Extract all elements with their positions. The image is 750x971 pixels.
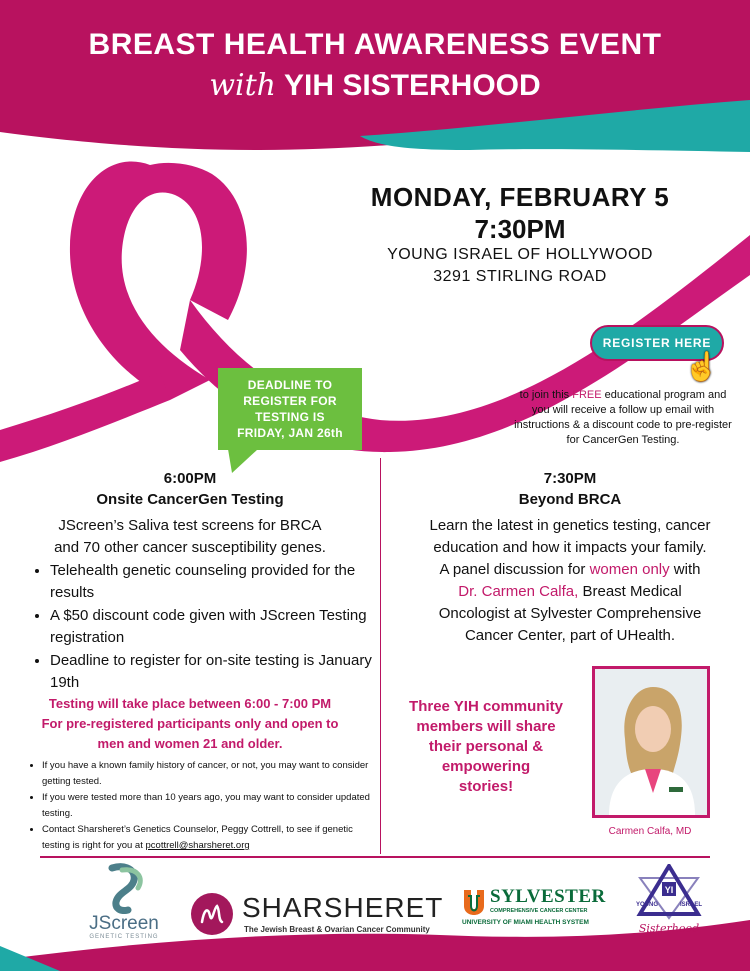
sylvester-subtitle: COMPREHENSIVE CANCER CENTER: [490, 908, 588, 914]
event-title: BREAST HEALTH AWARENESS EVENT: [88, 28, 662, 61]
testing-note-line-1: Testing will take place between 6:00 - 7:00 PM: [48, 696, 332, 711]
right-session-title: Beyond BRCA: [518, 491, 622, 508]
list-item: • A $50 discount code given with JScreen Testing registration: [50, 605, 380, 649]
photo-caption: Carmen Calfa, MD: [608, 826, 692, 837]
deadline-line-1: DEADLINE TO: [247, 378, 333, 392]
left-intro-line-1: JScreen’s Saliva test screens for BRCA: [58, 517, 322, 534]
jscreen-tagline: GENETIC TESTING: [89, 934, 159, 940]
list-item: [42, 822, 382, 854]
event-date: MONDAY, FEBRUARY 5: [370, 182, 670, 212]
svg-text:YI: YI: [664, 885, 674, 895]
women-only-highlight: women only: [589, 561, 670, 578]
yih-text-row: [636, 902, 702, 908]
sharsheret-mark-icon: [190, 892, 234, 936]
right-desc-line-1: Learn the latest in genetics testing, cancer: [429, 517, 711, 534]
free-word: FREE: [572, 389, 602, 401]
testing-bullets: [30, 560, 380, 695]
doctor-name-highlight: Dr. Carmen Calfa,: [458, 583, 579, 600]
advice-bullets: [24, 758, 382, 854]
left-session-time: 6:00PM: [163, 470, 217, 487]
yih-sisterhood-logo: [636, 864, 702, 944]
event-subtitle: [0, 68, 750, 103]
list-item: • If you have a known family history of cancer, or not, you may want to consider getting tested.: [42, 758, 382, 790]
right-desc-line-2: education and how it impacts your family.: [433, 539, 707, 556]
list-item: • If you were tested more than 10 years ago, you may want to consider updated testing.: [42, 790, 382, 822]
deadline-line-2: REGISTER FOR: [243, 394, 337, 408]
panel-text: A panel discussion for: [439, 561, 590, 578]
testing-schedule-note: [20, 694, 360, 754]
venue-address: 3291 STIRLING ROAD: [433, 268, 607, 285]
list-item: • Telehealth genetic counseling provided for the results: [50, 560, 380, 604]
contact-text: Contact Sharsheret’s Genetics Counselor, Peggy Cottrell, to see if genetic testing is right for you at: [42, 824, 353, 851]
venue-name: YOUNG ISRAEL OF HOLLYWOOD: [387, 246, 653, 263]
yih-israel: ISRAEL: [679, 902, 702, 908]
sylvester-logo: [462, 886, 606, 932]
doctor-photo: [592, 666, 710, 818]
sharsheret-tagline: The Jewish Breast & Ovarian Cancer Community: [244, 925, 430, 934]
register-note-end: educational program and you will receive a follow up email with instructions & a discount code to pre-register for CancerGen Testing.: [514, 389, 732, 446]
jscreen-wordmark: JScreen: [89, 913, 159, 934]
contact-email-link[interactable]: pcottrell@sharsheret.org: [145, 840, 250, 851]
event-time: 7:30PM: [474, 214, 566, 244]
yih-sisterhood-script: Sisterhood: [638, 922, 700, 935]
doctor-portrait-icon: [595, 669, 707, 815]
list-item: • Deadline to register for on-site testing is January 19th: [50, 650, 380, 694]
jscreen-logo: [82, 862, 166, 944]
right-description: [392, 515, 748, 647]
with-word: with: [209, 68, 276, 103]
star-of-david-icon: [636, 864, 702, 920]
yih-young: YOUNG: [636, 902, 659, 908]
quote-line-3: their personal &: [428, 738, 544, 755]
right-desc-line-3: [392, 559, 748, 581]
left-intro: [20, 515, 360, 559]
sharsheret-wordmark: SHARSHERET: [242, 892, 444, 923]
sisterhood-name: YIH SISTERHOOD: [283, 69, 541, 102]
sylvester-system: UNIVERSITY OF MIAMI HEALTH SYSTEM: [462, 919, 589, 926]
quote-line-5: stories!: [458, 778, 514, 795]
university-u-icon: [462, 888, 486, 918]
testing-note-line-3: men and women 21 and older.: [97, 736, 283, 751]
deadline-line-3: TESTING IS: [255, 410, 325, 424]
jscreen-mark-icon: [82, 862, 166, 914]
hand-pointer-icon: ☝: [684, 351, 719, 382]
quote-line-1: Three YIH community: [409, 698, 563, 715]
register-button[interactable]: REGISTER HERE: [590, 325, 724, 361]
footer-divider: [40, 856, 710, 858]
right-desc-line-6: Cancer Center, part of UHealth.: [464, 627, 676, 644]
testing-note-line-2: For pre-registered participants only and open to: [41, 716, 339, 731]
register-note-start: to join this: [519, 389, 573, 401]
left-session-title: Onsite CancerGen Testing: [96, 491, 284, 508]
community-stories-note: [396, 697, 576, 797]
deadline-line-4: FRIDAY, JAN 26th: [237, 426, 343, 440]
right-desc-line-4: [392, 581, 748, 603]
quote-line-2: members will share: [416, 718, 556, 735]
doctor-title: Breast Medical: [578, 583, 682, 600]
deadline-badge: [218, 368, 362, 450]
sylvester-wordmark: SYLVESTER: [490, 886, 606, 907]
ribbon-left-tail: [0, 372, 170, 462]
right-session-time: 7:30PM: [543, 470, 597, 487]
left-intro-line-2: and 70 other cancer susceptibility genes.: [54, 539, 326, 556]
register-note: [510, 388, 736, 448]
panel-text-end: with: [669, 561, 701, 578]
sharsheret-logo: [190, 892, 444, 942]
right-desc-line-5: Oncologist at Sylvester Comprehensive: [438, 605, 702, 622]
quote-line-4: empowering: [441, 758, 531, 775]
